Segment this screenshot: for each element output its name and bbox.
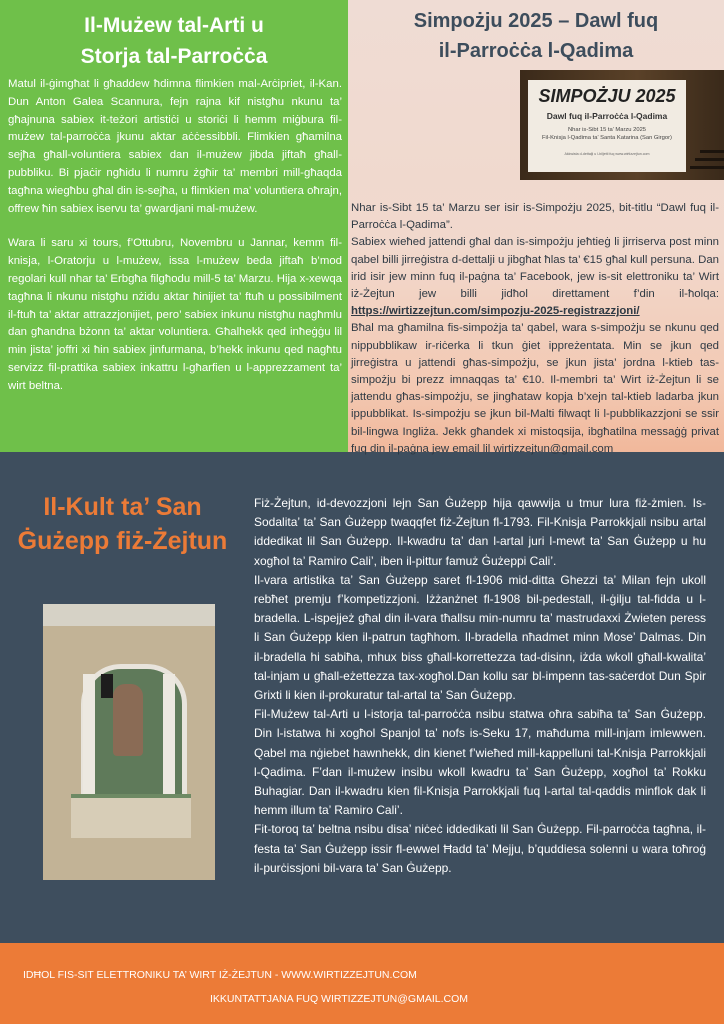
- symposium-paragraph-text: Sabiex wieħed jattendi għal dan is-simpożju jeħtieġ li jirriserva post minn qabel billi jirreġistra d-dettalji u jibgħat ħlas ta’ €15 għal kull persuna. Dan irid isir jew minn fuq il-paġna ta’ Facebook, jew is-sit elettroniku ta’ Wirt iż-Żejtun jew billi jidħol direttament f’din il-ħolqa:: [351, 236, 719, 301]
- museum-title-line1: Il-Mużew tal-Arti u: [84, 14, 264, 37]
- cult-title: [10, 490, 235, 558]
- museum-body: [8, 76, 342, 413]
- museum-section: [0, 0, 348, 452]
- lantern-icon: [101, 674, 113, 698]
- cult-paragraph: Fit-toroq ta’ beltna nsibu disa’ niċeċ iddedikati lil San Ġużepp. Fil-parroċċa tagħna, il-festa ta’ San Ġużepp issir fl-ewwel Ħadd ta’ Mejju, b’quddiesa solenni u wara toħroġ il-purċissjoni bil-vara ta’ San Ġużepp.: [254, 822, 706, 875]
- cult-title-line1: Il-Kult ta’ San: [43, 493, 202, 521]
- museum-title-line2: Storja tal-Parroċċa: [80, 45, 268, 68]
- symposium-banner-image: [520, 70, 724, 180]
- statue-figure: [113, 684, 143, 756]
- banner-venue: Fil-Knisja l-Qadima ta’ Santa Katarina (San Girgor): [542, 135, 672, 141]
- museum-paragraph: Matul il-ġimgħat li għaddew ħdimna flimkien mal-Arċipriet, il-Kan. Dun Anton Galea Scannura, fejn rajna kif nistgħu nkunu ta’ għajnuna sabiex it-teżori artistiċi u storiċi li hemm miġbura fil-mużew tal-parroċċa jkunu aktar aċċessibbli. Flimkien għamilna sejħa għall-voluntiera sabiex dan il-mużew jibda jiftaħ għall-pubbliku. Bi pjaċir ngħidu li numru żgħir ta’ membri mill-għaqda tagħna wiegħbu għal din is-sejħa, u flimkien ma’ voluntiera oħrajn, offrew ħin sabiex iservu ta’ gwardjani mal-mużew.: [8, 78, 342, 215]
- banner-title: SIMPOŻJU 2025: [538, 86, 676, 106]
- banner-small-print: Akkwista d-dettalji u l-biljetti fuq www.wirtizzejtun.com: [564, 152, 650, 156]
- banner-card: [528, 80, 686, 172]
- symposium-section: [348, 0, 724, 455]
- registration-link[interactable]: https://wirtizzejtun.com/simpozju-2025-registrazzjoni/: [351, 305, 640, 318]
- footer: [0, 943, 724, 1024]
- symposium-paragraph: Nhar is-Sibt 15 ta’ Marzu ser isir is-Simpożju 2025, bit-titlu “Dawl fuq il-Parroċċa l-Qadima”.: [351, 202, 719, 232]
- symposium-body: [351, 200, 719, 458]
- symposium-title-line2: il-Parroċċa l-Qadima: [438, 40, 634, 62]
- banner-subtitle: Dawl fuq il-Parroċċa l-Qadima: [546, 111, 668, 121]
- st-joseph-niche-photo: [43, 604, 215, 880]
- symposium-paragraph: [351, 234, 719, 320]
- symposium-title-line1: Simpożju 2025 – Dawl fuq: [413, 10, 659, 32]
- cult-paragraph: Il-vara artistika ta’ San Ġużepp saret fl-1906 mid-ditta Ghezzi ta’ Milan fejn ukoll rebħet premju f’kompetizzjoni. Iżżanżnet fl-1908 bil-pedestall, il-ġilju tal-fidda u l-bradella. L-ispejjeż għal din il-vara tħallsu min-numru ta’ mastrudaxxi Żwieten peress li San Ġużepp kien il-patrun tagħhom. Il-bradella nħadmet minn Mose’ Dalmas. Din il-bradella hi sabiħa, mhux biss għall-korrettezza tad-disinn, iżda wkoll għall-kwalita’ tal-injam u għall-eżettezza tax-xogħol.Dan kollu sar bl-impenn tas-saċerdot Dun Spir Grixti li kien il-prokuratur tal-artal ta’ San Ġużepp.: [254, 572, 706, 703]
- banner-date: Nhar is-Sibt 15 ta’ Marzu 2025: [567, 127, 647, 133]
- symposium-paragraph: Bħal ma għamilna fis-simpożja ta’ qabel, wara s-simpożju se nkunu qed nippubblikaw ir-riċerka li tkun ġiet ippreżentata. Min se jkun qed jirreġistra u jattendi għas-simpożju, se jkun jista’ jordna l-ktieb tas-simpożju bi prezz imnaqqas ta’ €10. Il-membri ta’ Wirt iż-Żejtun li se jattendu għas-simpożju, se jingħataw kopja b’xejn tal-ktieb ladarba jkun ippubblikat. Is-simpożju se jkun bil-Malti filwaqt li l-pubblikazzjoni se ssir bil-lingwa Ingliża. Jekk għandek xi mistoqsija, ibgħatilna messaġġ privat fuq din il-paġna jew email lil wirtizzejtun@gmail.com: [351, 322, 719, 455]
- banner-details: [528, 126, 686, 142]
- symposium-title: [348, 6, 724, 66]
- cult-paragraph: Fiż-Żejtun, id-devozzjoni lejn San Ġużepp hija qawwija u tmur lura fiż-żmien. Is-Sodalita’ ta’ San Ġużepp twaqqfet fiż-Żejtun fl-1793. Fil-Knisja Parrokkjali nsibu artal iddedikat lil San Ġużepp. Il-kwadru ta’ dan l-artal juri l-mewt ta’ San Ġużepp u hu xogħol ta’ Ramiro Cali’, iben il-pittur famuż Ġużeppi Cali’.: [254, 496, 706, 568]
- footer-email-line[interactable]: IKKUNTATTJANA FUQ WIRTIZZEJTUN@GMAIL.COM: [210, 993, 468, 1005]
- museum-title: [0, 10, 348, 72]
- cult-title-line2: Ġużepp fiż-Żejtun: [17, 527, 228, 555]
- cult-paragraph: Fil-Mużew tal-Arti u l-istorja tal-parroċċa nsibu statwa oħra sabiħa ta’ San Ġużepp. Din l-istatwa hi xogħol Spanjol ta’ nofs is-Seku 17, maħduma mill-injam imlewwen. Qabel ma nġiebet hawnhekk, din kienet f’wieħed mill-kappelluni tal-Knisja Parrokkjali l-Qadima. F’dan il-mużew insibu wkoll kwadru ta’ San Ġużepp, xogħol ta’ Rokku Buhagiar. Dan il-kwadru kien fil-Knisja Parrokkjali fuq l-artal tal-qaddis minflok dak li hemm illum ta’ Ramiro Cali’.: [254, 707, 706, 818]
- footer-website-line[interactable]: IDĦOL FIS-SIT ELETTRONIKU TA’ WIRT IŻ-ŻEJTUN - WWW.WIRTIZZEJTUN.COM: [23, 969, 417, 981]
- cult-body: [254, 494, 706, 878]
- museum-paragraph: Wara li saru xi tours, f’Ottubru, Novembru u Jannar, kemm fil-knisja, l-Oratorju u l-mużew, issa l-mużew beda jiftaħ b’mod regolari kull nhar ta’ Erbgħa filgħodu mill-5 ta’ Marzu. Hija x-xewqa tagħna li nkunu nistgħu nżidu aktar ħinijiet ta’ ftuħ u possibilment il-ftuħ ta’ aktar attrazzjonijiet, pero’ sabiex inkunu nistgħu nagħmlu dan għandna bżonn ta’ aktar voluntiera. Għalhekk qed inħeġġu lil min jista’ joffri xi ħin sabiex jinfurmana, b’hekk inkunu qed nagħtu servizz fil-prattika sabiex inkattru l-għarfien u l-apprezzament ta’ wirt beltna.: [8, 237, 342, 392]
